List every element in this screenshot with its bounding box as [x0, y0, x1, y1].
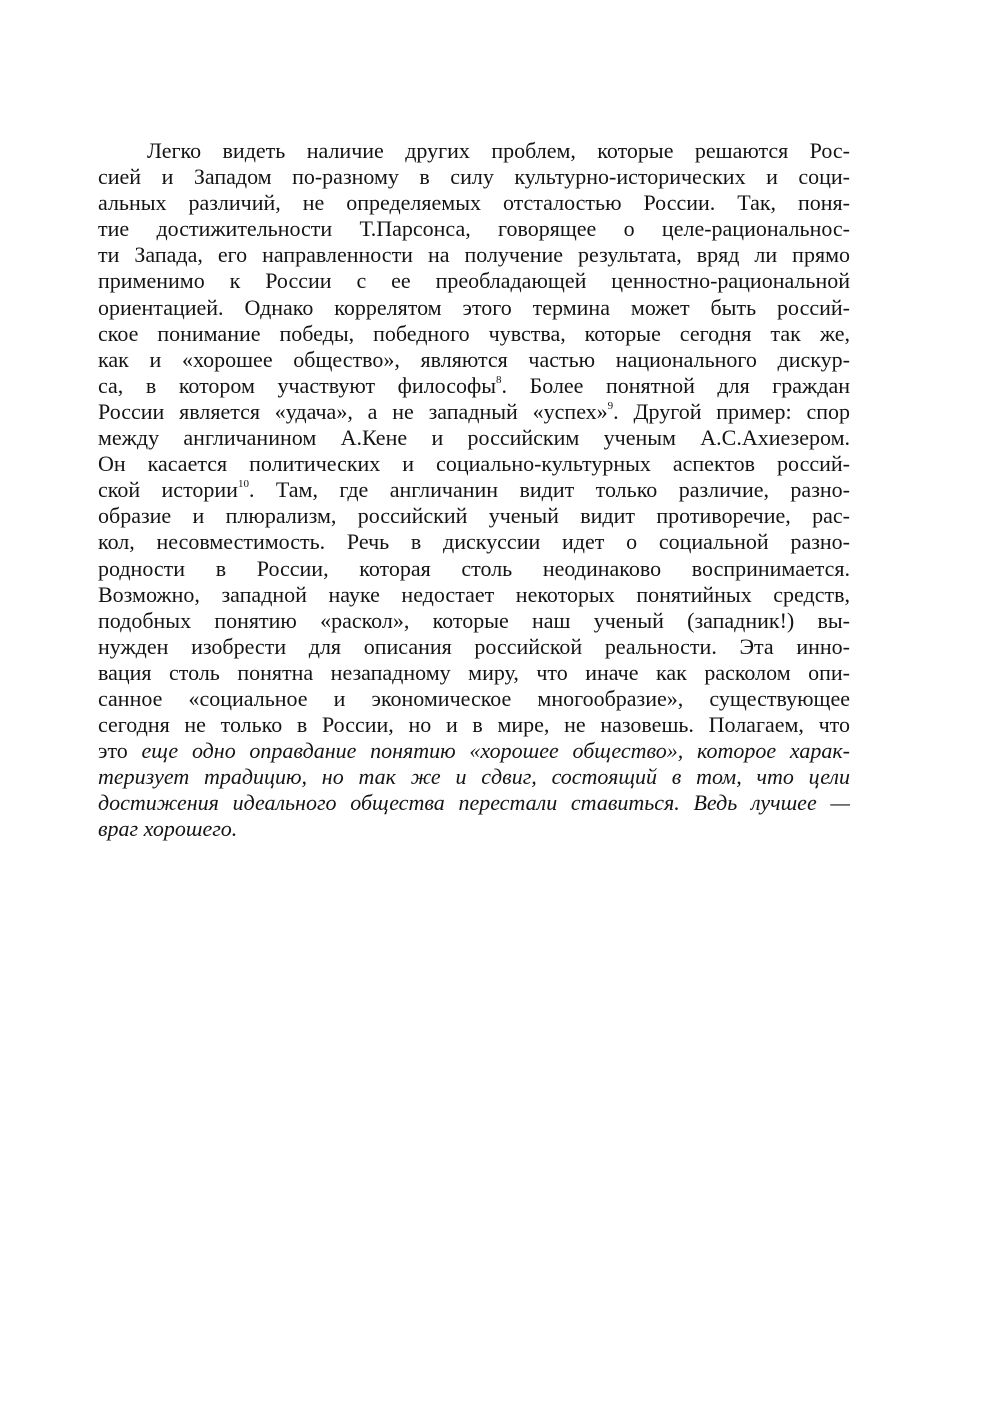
- text-line: [98, 477, 850, 503]
- text-line: [98, 764, 850, 790]
- text-line: [98, 295, 850, 321]
- italic-text: теризует традицию, но так же и сдвиг, состоящий в том, что цели: [98, 764, 850, 790]
- text-line: [98, 712, 850, 738]
- text-run: между англичанином А.Кене и российским ученым А.С.Ахиезером.: [98, 425, 850, 451]
- footnote-ref: 10: [237, 477, 249, 490]
- text-line: [98, 790, 850, 816]
- text-run: вация столь понятна незападному миру, что иначе как расколом опи-: [98, 659, 850, 685]
- text-run: ское понимание победы, победного чувства, которые сегодня так же,: [98, 320, 850, 346]
- text-run: Возможно, западной науке недостает некоторых понятийных средств,: [98, 581, 850, 607]
- text-run: кол, несовместимость. Речь в дискуссии идет о социальной разно-: [98, 529, 850, 555]
- text-line: [98, 634, 850, 660]
- text-run: ориентацией. Однако коррелятом этого термина может быть россий-: [98, 294, 850, 320]
- text-line: [98, 529, 850, 555]
- text-run: . Другой пример: спор: [613, 398, 850, 424]
- footnote-ref: 8: [496, 373, 502, 386]
- body-paragraph: [98, 138, 850, 843]
- text-run: . Там, где англичанин видит только различие, разно-: [248, 477, 850, 503]
- text-line: [98, 556, 850, 582]
- text-line: [98, 216, 850, 242]
- text-line: [98, 268, 850, 294]
- text-run: это: [98, 738, 142, 764]
- text-run: как и «хорошее общество», являются частью национального дискур-: [98, 346, 850, 372]
- text-run: тие достижительности Т.Парсонса, говорящее о целе-рациональнос-: [98, 216, 850, 242]
- text-run: сией и Западом по-разному в силу культурно-исторических и соци-: [98, 164, 850, 190]
- text-run: са, в котором участвуют философы: [98, 372, 497, 398]
- text-run: ти Запада, его направленности на получение результата, вряд ли прямо: [98, 242, 850, 268]
- text-line: [98, 816, 850, 842]
- text-line: [98, 608, 850, 634]
- text-line: [98, 451, 850, 477]
- italic-text: еще одно оправдание понятию «хорошее общество», которое харак-: [141, 738, 850, 764]
- text-line: [98, 582, 850, 608]
- italic-text: достижения идеального общества перестали ставиться. Ведь лучшее —: [98, 790, 850, 816]
- text-run: Он касается политических и социально-культурных аспектов россий-: [98, 451, 850, 477]
- text-line: [98, 686, 850, 712]
- text-line: [98, 425, 850, 451]
- text-line: [98, 373, 850, 399]
- text-line: [98, 321, 850, 347]
- footnote-ref: 9: [607, 399, 614, 412]
- text-run: альных различий, не определяемых отсталостью России. Так, поня-: [98, 190, 850, 216]
- text-line: [98, 503, 850, 529]
- text-run: . Более понятной для граждан: [501, 372, 850, 398]
- text-run: нужден изобрести для описания российской реальности. Эта инно-: [98, 633, 850, 659]
- text-line: [98, 347, 850, 373]
- text-line: [98, 660, 850, 686]
- text-run: Легко видеть наличие других проблем, которые решаются Рос-: [147, 138, 850, 163]
- text-line: [98, 190, 850, 216]
- text-line: [98, 138, 850, 164]
- text-run: сегодня не только в России, но и в мире, не назовешь. Полагаем, что: [98, 712, 850, 738]
- text-run: санное «социальное и экономическое многообразие», существующее: [98, 685, 850, 711]
- text-run: применимо к России с ее преобладающей ценностно-рациональной: [98, 268, 850, 294]
- text-line: [98, 164, 850, 190]
- text-run: образие и плюрализм, российский ученый видит противоречие, рас-: [98, 503, 850, 529]
- text-run: России является «удача», а не западный «успех»: [98, 398, 608, 424]
- text-run: ской истории: [98, 477, 238, 503]
- text-run: родности в России, которая столь неодинаково воспринимается.: [98, 555, 850, 581]
- text-line: [98, 399, 850, 425]
- text-line: [98, 242, 850, 268]
- italic-text: враг хорошего.: [98, 816, 238, 842]
- text-run: подобных понятию «раскол», которые наш ученый (западник!) вы-: [98, 607, 850, 633]
- text-line: [98, 738, 850, 764]
